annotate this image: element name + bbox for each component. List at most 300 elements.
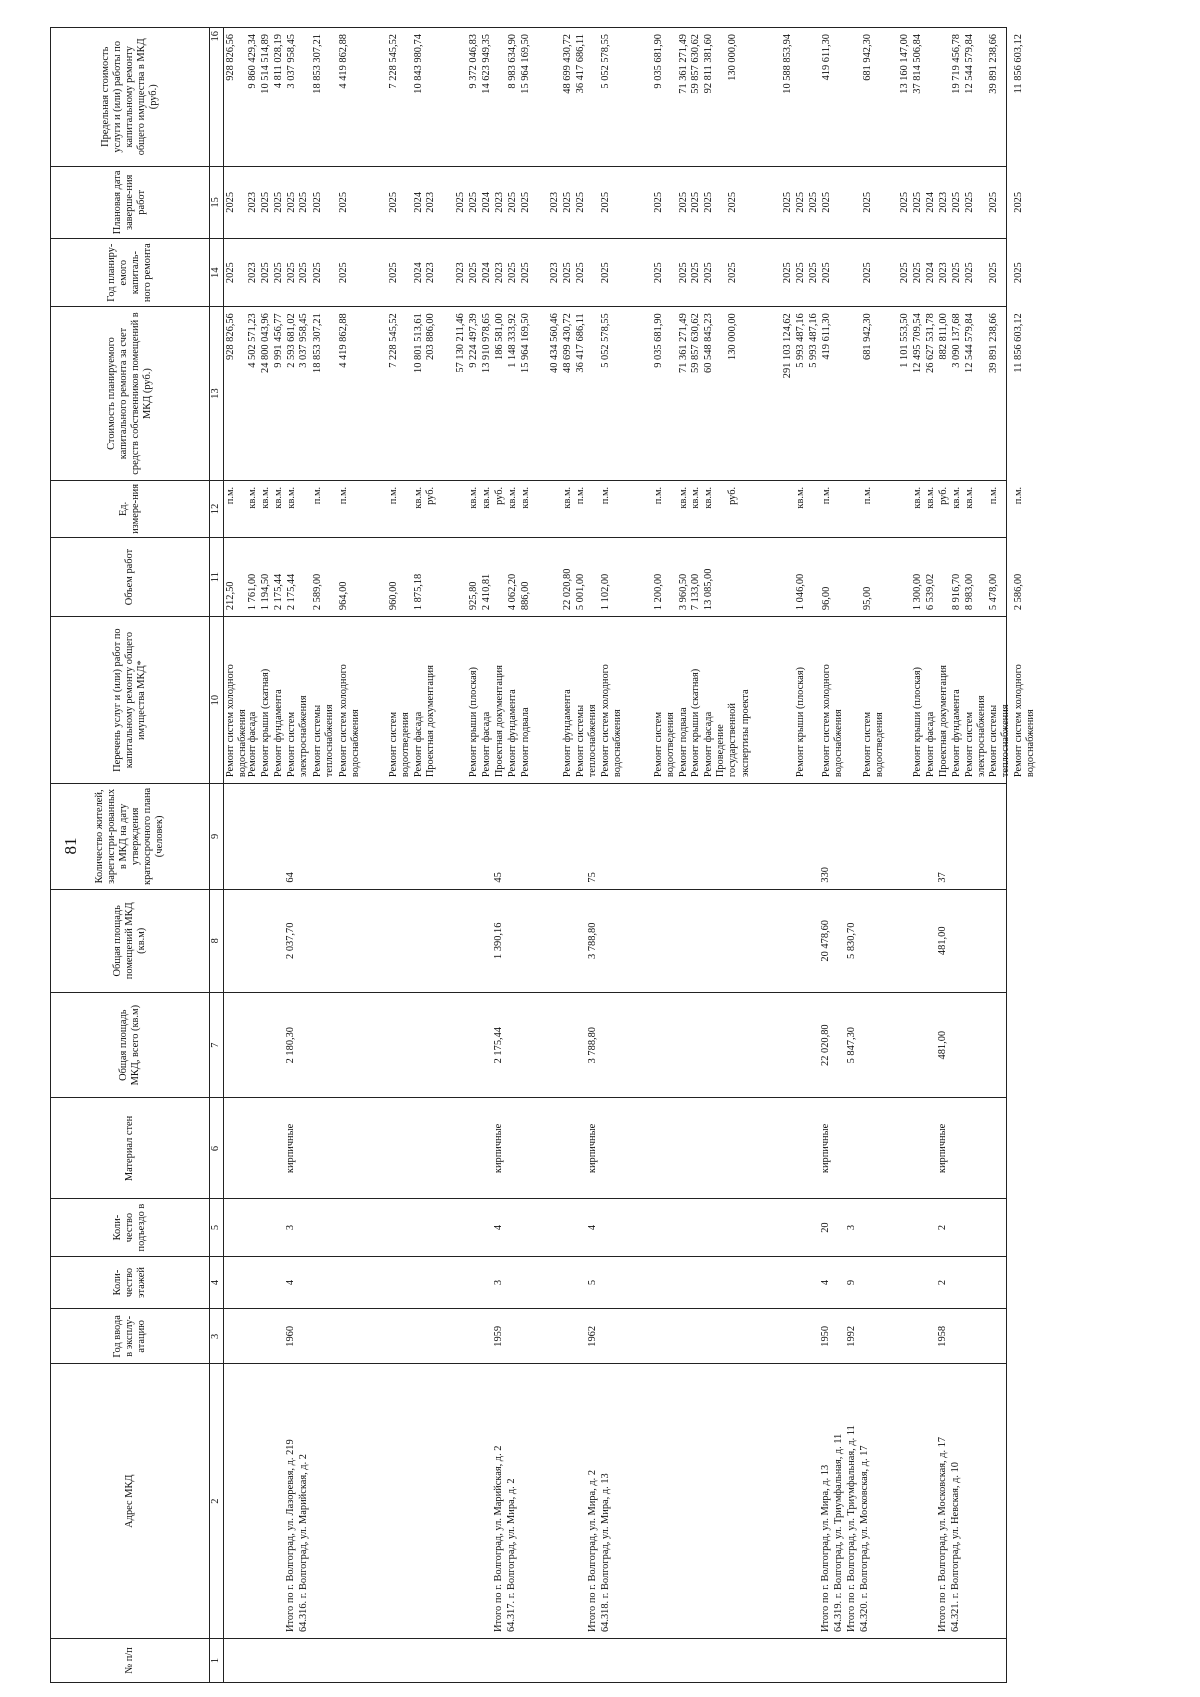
work-item: Проектная документация	[425, 665, 436, 778]
column-number: 13	[210, 307, 224, 481]
residents-value: 330	[820, 867, 831, 883]
residents-value: 64	[285, 872, 296, 883]
plan-year-value: 2025	[808, 262, 819, 284]
plan-year-value: 2025	[727, 262, 738, 284]
work-item: Ремонт систем холодного	[225, 664, 236, 778]
limit-value: 7 228 545,52	[388, 34, 399, 89]
work-item: Ремонт фасада	[925, 711, 936, 778]
work-item: Ремонт системы	[575, 704, 586, 778]
unit-value: кв.м.	[562, 486, 573, 509]
column-number: 5	[210, 1199, 224, 1256]
column-number: 14	[210, 239, 224, 307]
unit-value: кв.м.	[286, 486, 297, 509]
area-value: 2 180,30	[285, 1026, 296, 1064]
area-rooms-value: 1 390,16	[493, 922, 504, 959]
end-year-value: 2023	[494, 191, 505, 213]
unit-value: кв.м.	[273, 486, 284, 509]
end-year-value: 2025	[455, 191, 466, 213]
entrances-value: 3	[846, 1224, 857, 1231]
end-year-value: 2023	[247, 191, 258, 213]
plan-year-value: 2025	[286, 262, 297, 284]
plan-year-value: 2023	[494, 262, 505, 284]
limit-value: 3 037 958,45	[286, 34, 297, 89]
address-row: 64.320. г. Волгоград, ул. Московская, д. 17	[859, 1445, 870, 1633]
cost-value: 3 090 137,68	[951, 313, 962, 368]
work-item: Ремонт системы	[312, 704, 323, 778]
unit-value: кв.м.	[468, 486, 479, 509]
year-value: 1950	[820, 1325, 831, 1347]
floors-value: 2	[937, 1279, 948, 1286]
plan-year-value: 2025	[575, 262, 586, 284]
plan-year-value: 2025	[964, 262, 975, 284]
total-row-label: Итого по г. Волгоград, ул. Московская, д. 17	[937, 1436, 948, 1633]
column-number: 3	[210, 1309, 224, 1364]
unit-value: кв.м.	[795, 486, 806, 509]
plan-year-value: 2025	[298, 262, 309, 284]
page-number: 81	[61, 837, 80, 855]
work-item: Ремонт крыши (скатная)	[260, 668, 271, 778]
unit-value: п.м.	[225, 486, 236, 505]
cost-value: 71 361 271,49	[678, 313, 689, 373]
plan-year-value: 2024	[481, 262, 492, 284]
header-cell: Материал стен	[51, 1098, 210, 1199]
address-row: 64.317. г. Волгоград, ул. Мира, д. 2	[506, 1478, 517, 1633]
col-walls	[224, 1098, 1007, 1199]
limit-value: 71 361 271,49	[678, 34, 689, 94]
work-item: водоснабжения	[237, 709, 248, 778]
unit-value: кв.м.	[678, 486, 689, 509]
volume-value: 1 761,00	[247, 573, 258, 611]
col-works	[224, 617, 1036, 784]
floors-value: 3	[493, 1279, 504, 1286]
work-item: Ремонт систем холодного	[338, 664, 349, 778]
cost-value: 12 495 709,54	[912, 313, 923, 373]
column-number: 16	[210, 28, 224, 167]
cost-value: 9 035 681,90	[653, 313, 664, 368]
end-year-value: 2025	[273, 191, 284, 213]
work-item: водоотведения	[400, 712, 411, 778]
cost-value: 928 826,56	[225, 313, 236, 360]
work-item: Ремонт системы	[988, 704, 999, 778]
unit-value: кв.м.	[481, 486, 492, 509]
work-item: Ремонт крыши (плоская)	[912, 667, 923, 778]
end-year-value: 2025	[690, 191, 701, 213]
work-item: Ремонт систем холодного	[821, 664, 832, 778]
area-rooms-value: 481,00	[937, 926, 948, 956]
walls-value: кирпичные	[587, 1123, 598, 1174]
end-year-value: 2025	[520, 191, 531, 213]
work-item: водоснабжения	[1025, 709, 1036, 778]
plan-year-value: 2025	[312, 262, 323, 284]
limit-value: 36 417 686,11	[575, 34, 586, 94]
col-cost	[224, 307, 1024, 481]
cost-value: 10 801 513,61	[413, 313, 424, 373]
volume-value: 960,00	[388, 581, 399, 611]
end-year-value: 2024	[925, 191, 936, 213]
work-item: электроснабжения	[976, 695, 987, 778]
work-item: водоснабжения	[612, 709, 623, 778]
walls-value: кирпичные	[493, 1123, 504, 1174]
work-item: Ремонт систем	[653, 711, 664, 778]
unit-value: кв.м.	[964, 486, 975, 509]
volume-value: 925,80	[468, 581, 479, 611]
work-item: Ремонт систем	[862, 711, 873, 778]
volume-value: 13 085,00	[703, 568, 714, 611]
col-entrances	[224, 1199, 1007, 1256]
floors-value: 5	[587, 1279, 598, 1286]
header-cell: Объем работ	[51, 538, 210, 617]
work-item: экспертизы проекта	[740, 689, 751, 778]
end-year-value: 2025	[1013, 191, 1024, 213]
header-cell: Общая площадь помещений МКД (кв.м)	[51, 889, 210, 992]
col-plan-year	[224, 239, 1024, 307]
work-item: водоотведения	[874, 712, 885, 778]
unit-value: п.м.	[862, 486, 873, 505]
header-cell: Плановая дата заверше-ния работ	[51, 166, 210, 239]
limit-value: 9 035 681,90	[653, 34, 664, 89]
cost-value: 39 891 238,66	[988, 313, 999, 373]
unit-value: кв.м.	[912, 486, 923, 509]
plan-year-value: 2025	[1013, 262, 1024, 284]
year-value: 1958	[937, 1325, 948, 1347]
plan-year-value: 2025	[600, 262, 611, 284]
end-year-value: 2025	[899, 191, 910, 213]
end-year-value: 2025	[988, 191, 999, 213]
volume-value: 22 020,80	[562, 568, 573, 611]
limit-value: 10 514 514,89	[260, 34, 271, 94]
header-cell: Общая площадь МКД, всего (кв.м)	[51, 992, 210, 1097]
address-row: 64.316. г. Волгоград, ул. Марийская, д. 2	[298, 1454, 309, 1633]
column-number: 10	[210, 617, 224, 784]
header-cell: Ед. измере-ния	[51, 480, 210, 537]
work-item: Ремонт подвала	[678, 707, 689, 778]
header-cell: Год планиру-емого капиталь-ного ремонта	[51, 239, 210, 307]
limit-value: 11 856 603,12	[1013, 34, 1024, 94]
walls-value: кирпичные	[285, 1123, 296, 1174]
cost-value: 59 857 630,62	[690, 313, 701, 373]
limit-value: 92 811 381,60	[703, 34, 714, 94]
end-year-value: 2025	[678, 191, 689, 213]
col-end-year	[224, 166, 1024, 239]
end-year-value: 2024	[481, 191, 492, 213]
unit-value: п.м.	[653, 486, 664, 505]
cost-value: 4 419 862,88	[338, 313, 349, 368]
limit-value: 8 983 634,90	[507, 34, 518, 89]
unit-value: кв.м.	[703, 486, 714, 509]
area-rooms-value: 2 037,70	[285, 922, 296, 959]
plan-year-value: 2025	[468, 262, 479, 284]
unit-value: кв.м.	[925, 486, 936, 509]
end-year-value: 2025	[951, 191, 962, 213]
work-item: Ремонт систем	[964, 711, 975, 778]
cost-value: 13 910 978,65	[481, 313, 492, 373]
volume-value: 5 478,00	[988, 573, 999, 611]
end-year-value: 2025	[703, 191, 714, 213]
total-row-label: Итого по г. Волгоград, ул. Мира, д. 13	[820, 1464, 831, 1633]
floors-value: 9	[846, 1279, 857, 1286]
cost-value: 1 148 333,92	[507, 313, 518, 368]
header-cell: Адрес МКД	[51, 1364, 210, 1639]
cost-value: 3 037 958,45	[298, 313, 309, 368]
unit-value: руб.	[494, 486, 505, 505]
work-item: теплоснабжения	[324, 704, 335, 778]
volume-value: 212,50	[225, 581, 236, 611]
residents-value: 75	[587, 872, 598, 883]
plan-year-value: 2025	[912, 262, 923, 284]
work-item: Ремонт фундамента	[562, 689, 573, 778]
header-cell: № п/п	[51, 1639, 210, 1683]
work-item: теплоснабжения	[587, 704, 598, 778]
cost-value: 203 886,00	[425, 313, 436, 360]
year-value: 1962	[587, 1325, 598, 1347]
header-cell: Коли-чество этажей	[51, 1256, 210, 1309]
volume-value: 2 589,00	[312, 573, 323, 611]
unit-value: п.м.	[388, 486, 399, 505]
plan-year-value: 2024	[925, 262, 936, 284]
volume-value: 2 175,44	[273, 573, 284, 611]
work-item: Ремонт систем холодного	[600, 664, 611, 778]
col-unit	[224, 480, 1024, 537]
cost-value: 1 101 553,50	[899, 313, 910, 368]
cost-value: 4 502 571,23	[247, 313, 258, 368]
end-year-value: 2025	[795, 191, 806, 213]
floors-value: 4	[285, 1279, 296, 1286]
area-value: 2 175,44	[493, 1026, 504, 1064]
total-row-label: Итого по г. Волгоград, ул. Мира, д. 2	[587, 1469, 598, 1633]
cost-value: 24 800 043,96	[260, 313, 271, 373]
unit-value: кв.м.	[507, 486, 518, 509]
col-number	[224, 1639, 1007, 1683]
work-item: Ремонт фундамента	[273, 689, 284, 778]
column-number: 2	[210, 1364, 224, 1639]
area-rooms-value: 20 478,60	[820, 920, 831, 962]
work-item: Ремонт фундамента	[507, 689, 518, 778]
floors-value: 4	[820, 1279, 831, 1286]
unit-value: кв.м.	[413, 486, 424, 509]
cost-value: 40 434 560,46	[549, 313, 560, 373]
end-year-value: 2025	[298, 191, 309, 213]
plan-year-value: 2025	[260, 262, 271, 284]
limit-value: 419 611,30	[821, 34, 832, 81]
plan-year-value: 2025	[899, 262, 910, 284]
limit-value: 10 843 980,74	[413, 34, 424, 94]
end-year-value: 2025	[468, 191, 479, 213]
year-value: 1959	[493, 1325, 504, 1347]
plan-year-value: 2023	[247, 262, 258, 284]
work-item: Ремонт фундамента	[951, 689, 962, 778]
cost-value: 57 130 211,46	[455, 313, 466, 373]
header-cell: Предельная стоимость услуги и (или) работы по капитальному ремонту общего имущества в МКД (руб.)	[51, 28, 210, 167]
total-row-label: Итого по г. Волгоград, ул. Триумфальная, д. 11	[846, 1425, 857, 1633]
end-year-value: 2025	[507, 191, 518, 213]
address-row: 64.319. г. Волгоград, ул. Триумфальная, д. 11	[833, 1433, 844, 1633]
cost-value: 186 581,00	[494, 313, 505, 360]
work-item: Ремонт крыши (плоская)	[468, 667, 479, 778]
address-row: 64.318. г. Волгоград, ул. Мира, д. 13	[600, 1473, 611, 1633]
work-item: Ремонт фасада	[413, 711, 424, 778]
work-item: Ремонт крыши (скатная)	[690, 668, 701, 778]
unit-value: п.м.	[575, 486, 586, 505]
unit-value: п.м.	[988, 486, 999, 505]
cost-value: 882 811,00	[938, 313, 949, 360]
area-value: 3 788,80	[587, 1026, 598, 1064]
plan-year-value: 2023	[425, 262, 436, 284]
volume-value: 2 410,81	[481, 573, 492, 611]
limit-value: 9 372 046,83	[468, 34, 479, 89]
cost-value: 60 548 845,23	[703, 313, 714, 373]
limit-value: 15 964 169,50	[520, 34, 531, 94]
col-area-rooms	[224, 889, 1007, 992]
residents-value: 45	[493, 872, 504, 883]
cost-value: 26 627 531,78	[925, 313, 936, 373]
cost-value: 5 052 578,55	[600, 313, 611, 368]
limit-value: 4 811 028,19	[273, 34, 284, 89]
unit-value: руб.	[425, 486, 436, 505]
end-year-value: 2025	[388, 191, 399, 213]
area-value: 481,00	[937, 1030, 948, 1060]
year-value: 1992	[846, 1325, 857, 1347]
unit-value: п.м.	[338, 486, 349, 505]
work-item: Ремонт фасада	[247, 711, 258, 778]
work-item: Ремонт фасада	[481, 711, 492, 778]
end-year-value: 2025	[821, 191, 832, 213]
limit-value: 9 860 429,34	[247, 34, 258, 89]
column-number: 1	[210, 1639, 224, 1683]
volume-value: 2 175,44	[286, 573, 297, 611]
header-cell: Стоимость планируемого капитального ремонта за счет средств собственников помещений в МКД (руб.)	[51, 307, 210, 481]
end-year-value: 2025	[338, 191, 349, 213]
header-cell: Год ввода в эксплу-атацию	[51, 1309, 210, 1364]
plan-year-value: 2025	[520, 262, 531, 284]
column-number: 15	[210, 166, 224, 239]
work-item: водоотведения	[665, 712, 676, 778]
limit-value: 5 052 578,55	[600, 34, 611, 89]
end-year-value: 2025	[562, 191, 573, 213]
limit-value: 19 719 456,78	[951, 34, 962, 94]
entrances-value: 2	[937, 1224, 948, 1231]
header-cell: Коли-чество подъездо в	[51, 1199, 210, 1256]
plan-year-value: 2023	[455, 262, 466, 284]
col-limit	[224, 28, 1024, 167]
table-body-row	[224, 28, 1007, 1683]
cost-value: 9 991 456,77	[273, 313, 284, 368]
plan-year-value: 2023	[938, 262, 949, 284]
plan-year-value: 2025	[703, 262, 714, 284]
volume-value: 964,00	[338, 581, 349, 611]
plan-year-value: 2025	[988, 262, 999, 284]
volume-value: 6 539,02	[925, 573, 936, 611]
limit-value: 37 814 506,84	[912, 34, 923, 94]
unit-value: кв.м.	[260, 486, 271, 509]
end-year-value: 2025	[225, 191, 236, 213]
plan-year-value: 2025	[562, 262, 573, 284]
volume-value: 886,00	[520, 581, 531, 611]
work-item: Ремонт крыши (плоская)	[795, 667, 806, 778]
column-number: 11	[210, 538, 224, 617]
limit-value: 10 588 853,94	[782, 34, 793, 94]
work-item: Проектная документация	[494, 665, 505, 778]
header-row	[51, 28, 210, 1683]
volume-value: 95,00	[862, 586, 873, 611]
walls-value: кирпичные	[820, 1123, 831, 1174]
volume-value: 96,00	[821, 586, 832, 611]
work-item: Ремонт систем холодного	[1013, 664, 1024, 778]
cost-value: 7 228 545,52	[388, 313, 399, 368]
end-year-value: 2025	[312, 191, 323, 213]
col-year	[224, 1309, 1007, 1364]
limit-value: 13 160 147,00	[899, 34, 910, 94]
limit-value: 130 000,00	[727, 34, 738, 81]
volume-value: 4 062,20	[507, 573, 518, 611]
work-item: Ремонт подвала	[520, 707, 531, 778]
plan-year-value: 2025	[782, 262, 793, 284]
column-number: 9	[210, 784, 224, 889]
end-year-value: 2025	[782, 191, 793, 213]
volume-value: 8 983,00	[964, 573, 975, 611]
cost-value: 681 942,30	[862, 313, 873, 360]
work-item: Ремонт фасада	[703, 711, 714, 778]
work-item: Ремонт систем	[286, 711, 297, 778]
work-item: электроснабжения	[298, 695, 309, 778]
plan-year-value: 2025	[795, 262, 806, 284]
cost-value: 5 993 487,16	[795, 313, 806, 368]
plan-year-value: 2025	[951, 262, 962, 284]
work-item: государственной	[727, 703, 738, 778]
unit-value: кв.м.	[247, 486, 258, 509]
column-number: 4	[210, 1256, 224, 1309]
plan-year-value: 2025	[225, 262, 236, 284]
entrances-value: 3	[285, 1224, 296, 1231]
volume-value: 1 194,50	[260, 573, 271, 611]
cost-value: 9 224 497,39	[468, 313, 479, 368]
plan-year-value: 2025	[507, 262, 518, 284]
plan-year-value: 2025	[338, 262, 349, 284]
unit-value: руб.	[938, 486, 949, 505]
volume-value: 1 102,00	[600, 573, 611, 611]
limit-value: 4 419 862,88	[338, 34, 349, 89]
plan-year-value: 2025	[821, 262, 832, 284]
area-value: 22 020,80	[820, 1024, 831, 1066]
col-area	[224, 992, 1007, 1097]
residents-value: 37	[937, 872, 948, 883]
walls-value: кирпичные	[937, 1123, 948, 1174]
end-year-value: 2025	[286, 191, 297, 213]
total-row-label: Итого по г. Волгоград, ул. Лазоревая, д. 219	[285, 1439, 296, 1633]
end-year-value: 2025	[912, 191, 923, 213]
header-cell: Перечень услуг и (или) работ по капитальному ремонту общего имущества МКД*	[51, 617, 210, 784]
plan-year-value: 2024	[413, 262, 424, 284]
cost-value: 419 611,30	[821, 313, 832, 360]
col-floors	[224, 1256, 1007, 1309]
cost-value: 18 853 307,21	[312, 313, 323, 373]
volume-value: 1 046,00	[795, 573, 806, 611]
end-year-value: 2024	[413, 191, 424, 213]
plan-year-value: 2025	[678, 262, 689, 284]
work-item: Ремонт систем	[388, 711, 399, 778]
end-year-value: 2025	[862, 191, 873, 213]
limit-value: 59 857 630,62	[690, 34, 701, 94]
limit-value: 39 891 238,66	[988, 34, 999, 94]
entrances-value: 4	[493, 1224, 504, 1231]
volume-value: 1 200,00	[653, 573, 664, 611]
cost-value: 130 000,00	[727, 313, 738, 360]
end-year-value: 2025	[653, 191, 664, 213]
area-rooms-value: 3 788,80	[587, 922, 598, 959]
limit-value: 928 826,56	[225, 34, 236, 81]
column-number: 7	[210, 992, 224, 1097]
volume-value: 5 001,00	[575, 573, 586, 611]
end-year-value: 2023	[938, 191, 949, 213]
